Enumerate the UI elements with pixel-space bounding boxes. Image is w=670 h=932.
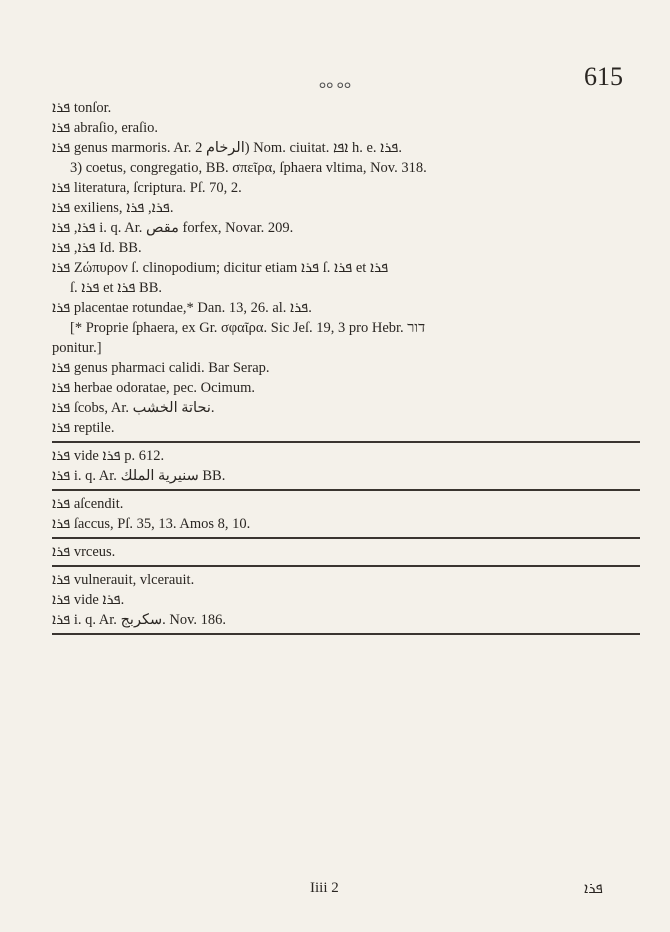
entry-line: ܦܪܐ aſcendit. <box>52 496 124 512</box>
entry-line: ܦܪܐ genus marmoris. Ar. الرخام 2) Nom. ciuitat. ܐܦܐ h. e. ܦܪܐ. <box>52 140 402 156</box>
entry-line: ܦܪܐ, ܦܪܐ Id. BB. <box>52 240 142 256</box>
entry-line: ܦܪܐ vulnerauit, vlcerauit. <box>52 572 195 588</box>
entry-line: ܦܪܐ placentae rotundae,* Dan. 13, 26. al. ܦܪܐ. <box>52 300 312 316</box>
signature-mark: Iiii 2 <box>310 880 339 896</box>
entry-line: ܦܪܐ i. q. Ar. سكربج. Nov. 186. <box>52 612 227 628</box>
section-rule <box>52 565 640 567</box>
entry-line: ponitur.] <box>52 340 102 356</box>
section-rule <box>52 633 640 635</box>
entry-line: ܦܪܐ abraſio, eraſio. <box>52 120 158 136</box>
entry-line: ܦܪܐ herbae odoratae, pec. Ocimum. <box>52 380 255 396</box>
catchword: ܦܪܐ <box>584 881 603 897</box>
section-rule <box>52 537 640 539</box>
entry-line: ܦܪܐ reptile. <box>52 420 115 436</box>
section-rule <box>52 441 640 443</box>
entry-line: ܦܪܐ genus pharmaci calidi. Bar Serap. <box>52 360 270 376</box>
entry-line: ܦܪܐ vrceus. <box>52 544 116 560</box>
running-header: ܘܘ ܘܘ <box>318 76 352 91</box>
entry-line: 3) coetus, congregatio, BB. σπεῖρα, ſphaera vltima, Nov. 318. <box>70 160 427 176</box>
entry-line: ܦܪܐ literatura, ſcriptura. Pſ. 70, 2. <box>52 180 242 196</box>
entry-line: ܦܪܐ Ζώπυρον ſ. clinopodium; dicitur etiam ܦܪܐ ſ. ܦܪܐ et ܦܪܐ <box>52 260 389 276</box>
section-rule <box>52 489 640 491</box>
entry-line: ܦܪܐ, ܦܪܐ i. q. Ar. مقص forfex, Novar. 209. <box>52 220 294 236</box>
entry-line: ſ. ܦܪܐ et ܦܪܐ BB. <box>70 280 162 296</box>
page-number: 615 <box>584 62 623 91</box>
entry-line: ܦܪܐ tonſor. <box>52 100 112 116</box>
entry-line: ܦܪܐ vide ܦܪܐ p. 612. <box>52 448 165 464</box>
entry-line: ܦܪܐ ſaccus, Pſ. 35, 13. Amos 8, 10. <box>52 516 251 532</box>
entry-line: ܦܪܐ i. q. Ar. سنيرية الملك BB. <box>52 468 226 484</box>
entry-line: ܦܪܐ ſcobs, Ar. نحاتة الخشب. <box>52 400 215 416</box>
entries-column <box>52 98 642 638</box>
entry-line: [* Proprie ſphaera, ex Gr. σφαῖρα. Sic Jeſ. 19, 3 pro Hebr. דור <box>70 320 426 336</box>
entry-line: ܦܪܐ vide ܦܪܐ. <box>52 592 125 608</box>
entry-line: ܦܪܐ exiliens, ܦܪܐ, ܦܪܐ. <box>52 200 174 216</box>
